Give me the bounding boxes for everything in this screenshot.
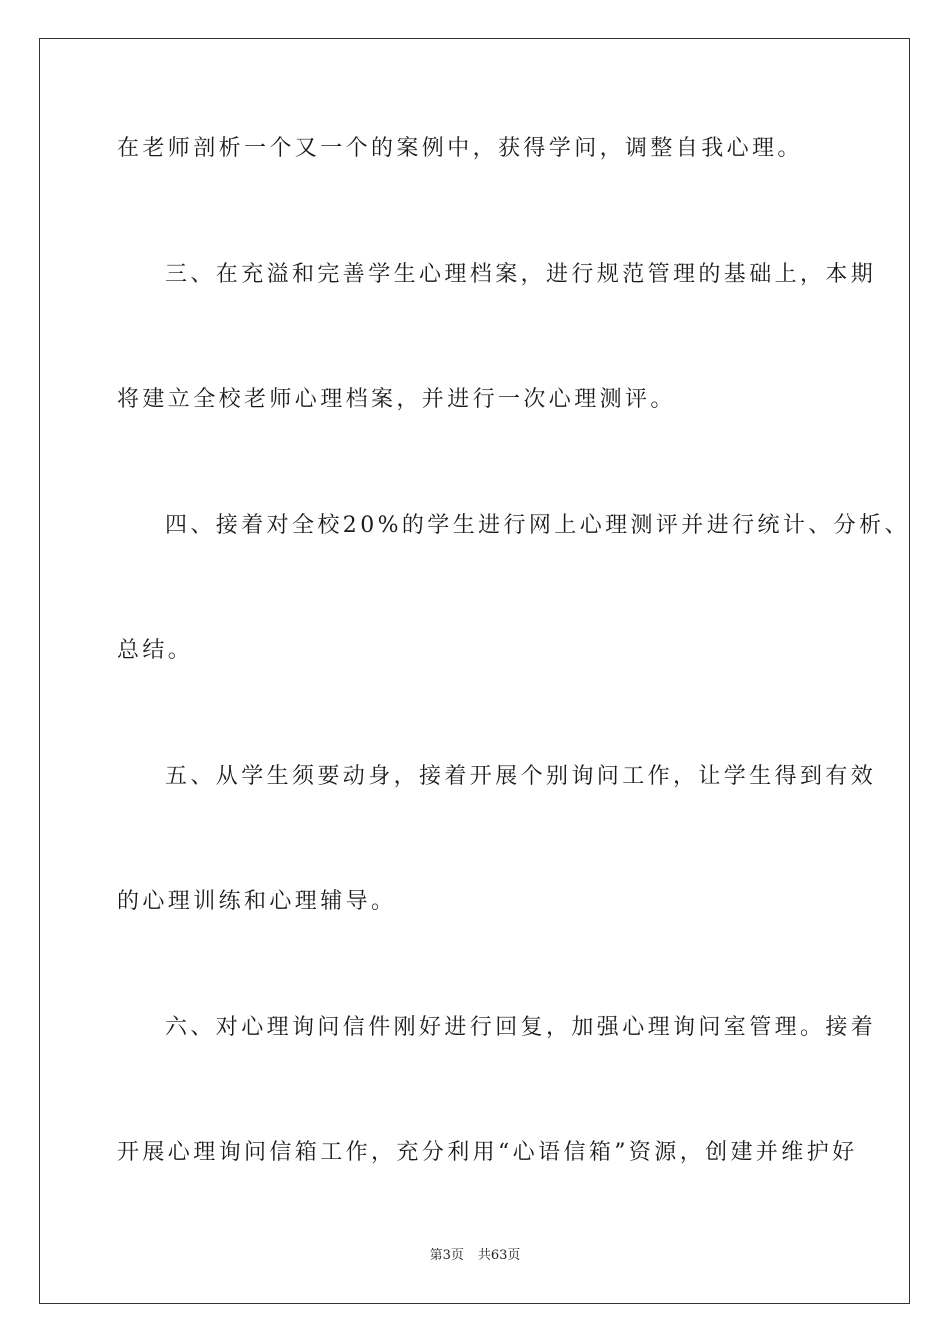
paragraph-4-line-1: 四、接着对全校20%的学生进行网上心理测评并进行统计、分析、 bbox=[165, 513, 910, 538]
paragraph-4-line-2: 总结。 bbox=[117, 638, 194, 663]
paragraph-5-line-2: 的心理训练和心理辅导。 bbox=[117, 889, 397, 914]
page-total: 共63页 bbox=[477, 1248, 521, 1263]
page-footer bbox=[0, 1247, 950, 1265]
paragraph-3-line-1: 三、在充溢和完善学生心理档案，进行规范管理的基础上，本期 bbox=[165, 262, 877, 287]
text-line-1: 在老师剖析一个又一个的案例中，获得学问，调整自我心理。 bbox=[117, 136, 803, 161]
page-number: 第3页 bbox=[429, 1248, 464, 1263]
paragraph-6-line-2: 开展心理询问信箱工作，充分利用“心语信箱”资源，创建并维护好 bbox=[117, 1140, 858, 1165]
paragraph-5-line-1: 五、从学生须要动身，接着开展个别询问工作，让学生得到有效 bbox=[165, 764, 877, 789]
paragraph-6-line-1: 六、对心理询问信件刚好进行回复，加强心理询问室管理。接着 bbox=[165, 1015, 877, 1040]
paragraph-3-line-2: 将建立全校老师心理档案，并进行一次心理测评。 bbox=[117, 387, 676, 412]
page-frame bbox=[39, 38, 910, 1304]
